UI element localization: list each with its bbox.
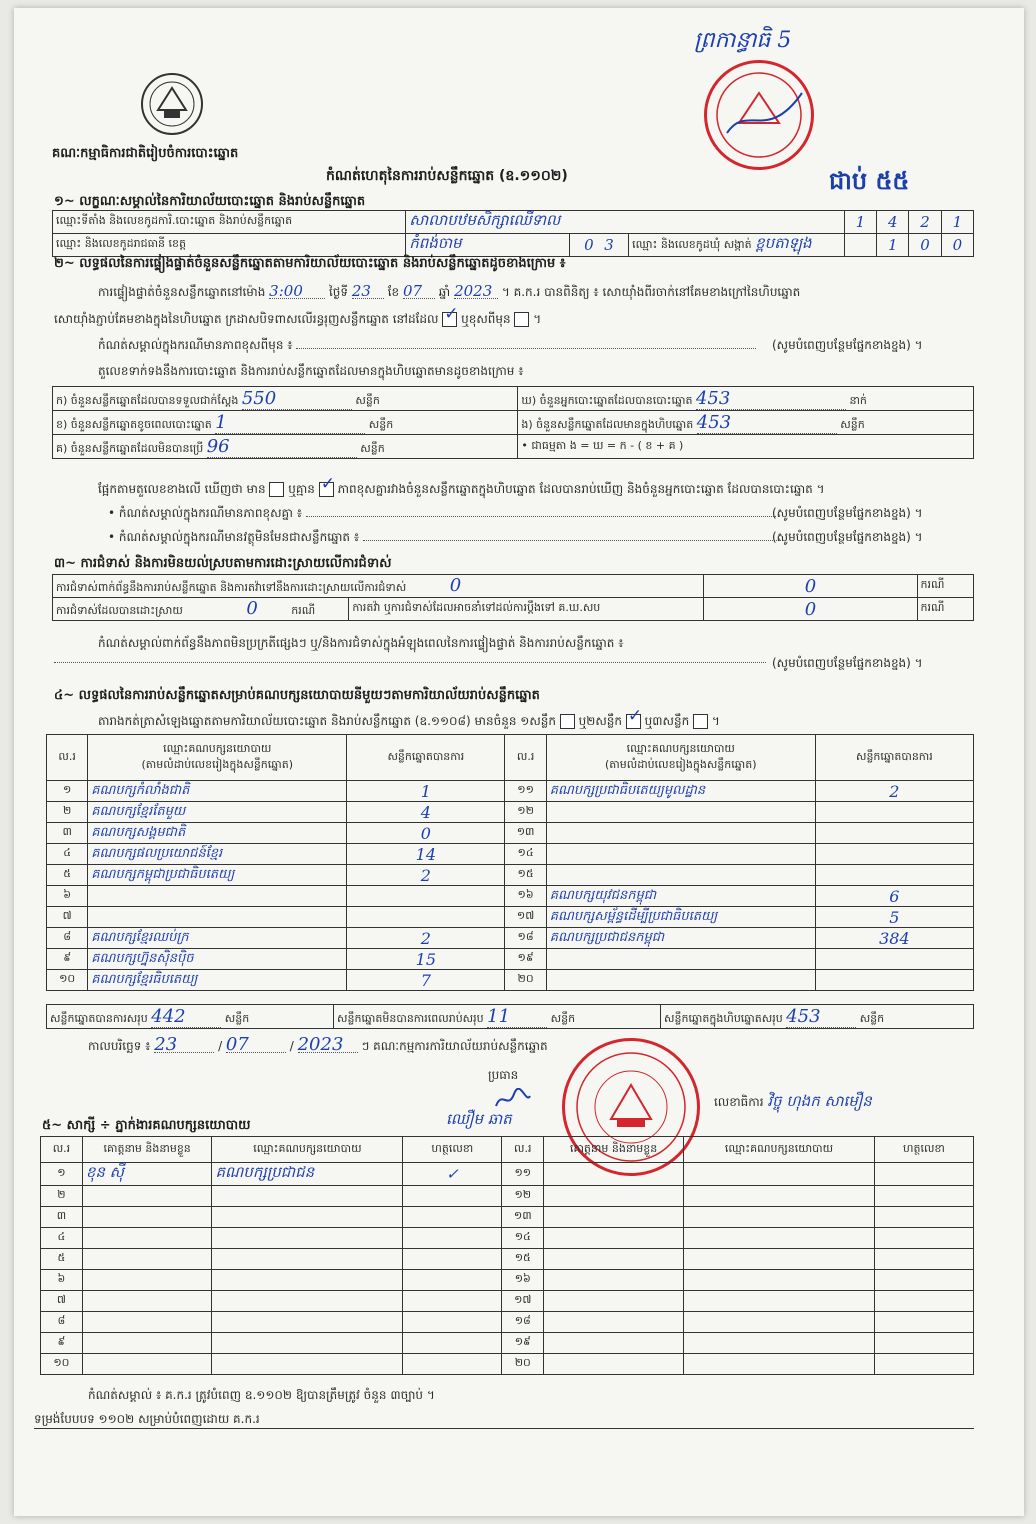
total-invalid-value: 11	[487, 1006, 547, 1028]
party-name: គណបក្សប្រជាធិបតេយ្យមូលដ្ឋាន	[546, 781, 815, 802]
unit: សន្លឹក	[368, 417, 394, 431]
party-no: ១៦	[505, 886, 546, 907]
party-votes: 2	[347, 928, 505, 949]
chair-signature	[492, 1088, 532, 1112]
party-name	[546, 865, 815, 886]
section5-heading: ៥~ សាក្សី ÷ ភ្នាក់ងារគណបក្សនយោបាយ	[42, 1118, 251, 1133]
changed-option-label: ឬខុសពីមុន	[461, 312, 511, 326]
party-votes: 384	[815, 928, 973, 949]
spoiled-label: ខ) ចំនួនសន្លឹកឆ្នោតខូចពេលបោះឆ្នោត	[56, 417, 212, 431]
vote-row	[47, 949, 974, 970]
witness-no: ៩	[41, 1333, 83, 1354]
form-title: កំណត់ហេតុនៃការរាប់សន្លឹកឆ្នោត (ឧ.១១០២)	[326, 168, 568, 184]
party-votes: 4	[347, 802, 505, 823]
witness-row	[41, 1333, 974, 1354]
resolved-label: ការជំទាស់ដែលបានដោះស្រាយ	[56, 604, 183, 617]
received-value: 550	[242, 388, 352, 410]
chair-name: ឈឿម ឆាត	[446, 1110, 512, 1128]
party-name	[546, 844, 815, 865]
witness-party	[212, 1333, 403, 1354]
party-name	[88, 886, 347, 907]
form-sheet	[14, 8, 1024, 1516]
unit: សន្លឹក	[355, 393, 380, 407]
fill-back-note: (សូមបំពេញបន្ថែមផ្នែកខាងខ្នង) ។	[772, 338, 923, 352]
fill-back-note: (សូមបំពេញបន្ថែមផ្នែកខាងខ្នង) ។	[772, 506, 923, 520]
section1-heading: ១~ លក្ខណៈសម្គាល់នៃការិយាល័យបោះឆ្នោត និងរាប់សន្លឹកឆ្នោត	[54, 194, 366, 209]
secretary-name: វិច្ចុ ហុងក សាមឿន	[767, 1092, 872, 1110]
unit: សន្លឹក	[224, 1011, 250, 1025]
party-votes: 7	[347, 970, 505, 991]
vote-row	[47, 781, 974, 802]
witness-signature	[403, 1186, 502, 1207]
total-box-label: សន្លឹកឆ្នោតក្នុងហិបឆ្នោតសរុប	[664, 1011, 783, 1025]
witness-name	[82, 1312, 212, 1333]
col-sign: ហត្ថលេខា	[874, 1137, 973, 1163]
seal-check-text: សោយ៉ាំងភ្ជាប់គែមខាងក្នុងនៃហិបឆ្នោត ក្រដាសបិទពាសលើរន្ធរុញសន្លឹកឆ្នោត នៅដដែល	[54, 312, 439, 326]
ballots-in-box-value: 453	[697, 412, 837, 434]
party-name: គណបក្សកម្ពុជាប្រជាធិបតេយ្យ	[88, 865, 347, 886]
total-valid-label: សន្លឹកឆ្នោតបានការសរុប	[50, 1011, 148, 1025]
witness-signature	[403, 1333, 502, 1354]
col-party-sub: (តាមលំដាប់លេខរៀងក្នុងសន្លឹកឆ្នោត)	[604, 757, 757, 771]
witness-party	[212, 1228, 403, 1249]
counts-table	[52, 386, 974, 459]
party-name: គណបក្សសម្ព័ន្ធដើម្បីប្រជាធិបតេយ្យ	[546, 907, 815, 928]
party-no: ១២	[505, 802, 546, 823]
witness-row	[41, 1228, 974, 1249]
vote-row	[47, 907, 974, 928]
witness-row	[41, 1163, 974, 1186]
col-no: ល.រ	[41, 1137, 83, 1163]
witness-name	[544, 1207, 684, 1228]
witness-no: ៧	[41, 1291, 83, 1312]
col-party: ឈ្មោះគណបក្សនយោបាយ	[684, 1137, 875, 1163]
witness-party	[684, 1333, 875, 1354]
unit: សន្លឹក	[859, 1011, 885, 1025]
party-name	[88, 907, 347, 928]
witness-no: ៥	[41, 1249, 83, 1270]
vote-row	[47, 844, 974, 865]
unit: សន្លឹក	[550, 1011, 576, 1025]
party-name: គណបក្សប្រជាជនកម្ពុជា	[546, 928, 815, 949]
col-party: ឈ្មោះគណបក្សនយោបាយ	[626, 741, 735, 755]
unit: ករណី	[917, 575, 974, 598]
witness-name	[82, 1333, 212, 1354]
commune-code-digit: 0	[920, 236, 930, 254]
witness-signature: ✓	[403, 1163, 502, 1186]
station-value: សាលាបឋមសិក្សាឈើទាល	[409, 211, 561, 229]
three-sheet-checkbox[interactable]	[693, 714, 708, 729]
party-votes	[815, 802, 973, 823]
date-line: កាលបរិច្ឆេទ ៖ 23 / 07 / 2023 ៗ គណៈកម្មការការិយាល័យរាប់សន្លឹកឆ្នោត	[88, 1034, 548, 1055]
col-party: ឈ្មោះគណបក្សនយោបាយ	[212, 1137, 403, 1163]
col-party: ឈ្មោះគណបក្សនយោបាយ	[163, 741, 272, 755]
witness-no: ៨	[41, 1312, 83, 1333]
difference-note-label: កំណត់សម្គាល់ក្នុងករណីមានភាពខុសពីមុន ៖	[98, 338, 293, 352]
vote-row	[47, 970, 974, 991]
party-name: គណបក្សកំលាំងជាតិ	[88, 781, 347, 802]
commune-code-digit: 0	[952, 236, 963, 254]
copy-mark: ជាប់ ៥៥	[829, 167, 910, 195]
unit: នាក់	[849, 393, 867, 407]
unused-value: 96	[207, 436, 357, 458]
party-votes: 14	[347, 844, 505, 865]
witness-row	[41, 1249, 974, 1270]
three-sheet-label: ឬ៣សន្លឹក	[644, 714, 690, 728]
party-votes	[815, 865, 973, 886]
witness-party	[684, 1249, 875, 1270]
witness-name	[544, 1291, 684, 1312]
unit: សន្លឹក	[840, 417, 865, 431]
verification-text-end: ។ គ.ក.រ បានពិនិត្យ ៖ សោយ៉ាំងពីរចាក់នៅគែមខាងក្រៅនៃហិបឆ្នោត	[501, 285, 801, 299]
vote-row	[47, 823, 974, 844]
formula-note: • ជាធម្មតា ង = ឃ = ក - ( ខ + គ )	[521, 438, 684, 452]
party-votes: 5	[815, 907, 973, 928]
witness-party	[212, 1249, 403, 1270]
same-checkbox[interactable]	[442, 312, 457, 327]
witness-no: ១៣	[502, 1207, 544, 1228]
party-no: ៥	[47, 865, 88, 886]
date-day: 23	[154, 1038, 214, 1053]
witness-party	[684, 1207, 875, 1228]
party-votes: 6	[815, 886, 973, 907]
witness-signature	[403, 1249, 502, 1270]
province-label: ឈ្មោះ និងលេខកូដរាជធានី ខេត្ត	[53, 234, 406, 257]
witness-no: ១៤	[502, 1228, 544, 1249]
fill-back-note: (សូមបំពេញបន្ថែមផ្នែកខាងខ្នង) ។	[772, 656, 923, 670]
tally-intro: តារាងកត់ត្រាសំឡេងឆ្នោតតាមការិយាល័យបោះឆ្នោត និងរាប់សន្លឹកឆ្នោត (ឧ.១១០៨) មានចំនួន ១សន្លឹក	[98, 714, 556, 728]
party-name: គណបក្សខ្មែរតែមួយ	[88, 802, 347, 823]
party-no: ៩	[47, 949, 88, 970]
witness-party	[684, 1270, 875, 1291]
witness-name	[82, 1291, 212, 1312]
received-label: ក) ចំនួនសន្លឹកឆ្នោតដែលបានទទួលជាក់ស្តែង	[56, 393, 239, 407]
witness-name: ខុន ស៊ី	[82, 1163, 212, 1186]
witness-signature	[874, 1228, 973, 1249]
col-votes: សន្លឹកឆ្នោតបានការ	[347, 735, 505, 781]
two-sheet-checkbox[interactable]	[626, 714, 641, 729]
difference-check-line	[98, 482, 825, 497]
resolved-value: 0	[246, 598, 258, 619]
unit: សន្លឹក	[360, 441, 385, 455]
station-code-digit: 2	[920, 213, 930, 231]
party-no: ១៥	[505, 865, 546, 886]
col-sign: ហត្ថលេខា	[403, 1137, 502, 1163]
party-no: ៨	[47, 928, 88, 949]
party-name: គណបក្សយុវជនកម្ពុជា	[546, 886, 815, 907]
date-label: កាលបរិច្ឆេទ ៖	[88, 1039, 151, 1053]
witness-name	[82, 1354, 212, 1375]
party-no: ១	[47, 781, 88, 802]
party-name: គណបក្សផលប្រយោជន៍ខ្មែរ	[88, 844, 347, 865]
complaints-value: 0	[449, 575, 462, 596]
station-code-digit: 4	[887, 213, 898, 231]
witness-party	[684, 1228, 875, 1249]
station-code-digit: 1	[952, 213, 963, 231]
witness-no: ៤	[41, 1228, 83, 1249]
party-no: ១៩	[505, 949, 546, 970]
witness-name	[544, 1163, 684, 1186]
witness-signature	[874, 1207, 973, 1228]
witness-no: ១០	[41, 1354, 83, 1375]
witness-signature	[403, 1354, 502, 1375]
commune-label: ឈ្មោះ និងលេខកូដឃុំ សង្កាត់	[632, 238, 752, 251]
month-label: ខែ	[387, 285, 400, 299]
province-value: កំពង់ចាម	[409, 234, 462, 252]
col-name: គោត្តនាម និងនាមខ្លួន	[82, 1137, 212, 1163]
witness-party	[684, 1354, 875, 1375]
party-no: ៤	[47, 844, 88, 865]
verification-day: 23	[352, 284, 384, 299]
bullet-difference	[108, 506, 776, 520]
appeal-label: ការតវ៉ា ឬការជំទាស់ដែលអាចនាំទៅដល់ការប្តឹងទៅ គ.ឃ.សប	[349, 598, 704, 621]
complaints-label: ការជំទាស់ពាក់ព័ន្ធនឹងការរាប់សន្លឹកឆ្នោត និងការតវ៉ាទៅនឹងការដោះស្រាយលើការជំទាស់	[56, 581, 407, 594]
witness-signature	[874, 1163, 973, 1186]
witness-signature	[403, 1291, 502, 1312]
witness-name	[82, 1249, 212, 1270]
province-code-digit: 3	[604, 236, 614, 254]
voters-label: ឃ) ចំនួនអ្នកបោះឆ្នោតដែលបានបោះឆ្នោត	[521, 393, 693, 407]
date-year: 2023	[298, 1038, 358, 1053]
witness-signature	[874, 1186, 973, 1207]
commune-code-digit: 1	[887, 236, 898, 254]
party-no: ២	[47, 802, 88, 823]
two-sheet-label: ឬ២សន្លឹក	[578, 714, 623, 728]
has-difference-checkbox[interactable]	[269, 482, 284, 497]
bullet-foreign-label: • កំណត់សម្គាល់ក្នុងករណីមានវត្ថុមិនមែនជាសន្លឹកឆ្នោត ៖	[108, 530, 360, 544]
appeal-value: 0	[804, 598, 817, 620]
party-name	[546, 802, 815, 823]
party-votes: 0	[347, 823, 505, 844]
party-name	[546, 970, 815, 991]
witness-party	[684, 1186, 875, 1207]
secretary-line	[714, 1094, 872, 1109]
has-difference-label: ផ្អែកតាមតួលេខខាងលើ ឃើញថា មាន	[98, 482, 266, 496]
witness-name	[82, 1228, 212, 1249]
witness-party	[212, 1207, 403, 1228]
witness-name	[544, 1228, 684, 1249]
witness-no: ២	[41, 1186, 83, 1207]
party-no: ១០	[47, 970, 88, 991]
vote-row	[47, 886, 974, 907]
figures-intro: តួលេខទាក់ទងនឹងការបោះឆ្នោត និងការរាប់សន្លឹកឆ្នោតដែលមានក្នុងហិបឆ្នោតមានដូចខាងក្រោម ៖	[98, 364, 524, 378]
copies-note: កំណត់សម្គាល់ ៖ គ.ក.រ ត្រូវបំពេញ ឧ.១១០២ ឱ្យបានត្រឹមត្រូវ ចំនួន ៣ច្បាប់ ។	[88, 1388, 435, 1402]
verification-year: 2023	[454, 284, 498, 299]
section4-heading: ៤~ លទ្ធផលនៃការរាប់សន្លឹកឆ្នោតសម្រាប់គណបក្សនយោបាយនីមួយៗតាមការិយាល័យរាប់សន្លឹកឆ្នោត	[54, 688, 540, 703]
party-no: ១១	[505, 781, 546, 802]
top-handwritten-note: ព្រកាន្ធាធិ 5	[694, 28, 792, 53]
party-name: គណបក្សខ្មែរឈប់ក្រ	[88, 928, 347, 949]
total-box-value: 453	[786, 1006, 856, 1028]
party-votes-table	[46, 734, 974, 991]
witness-name	[82, 1186, 212, 1207]
verification-line	[98, 284, 800, 299]
no-difference-checkbox[interactable]	[319, 482, 334, 497]
verification-time: 3:00	[269, 284, 325, 299]
difference-note-line	[98, 338, 756, 352]
section3-heading: ៣~ ការជំទាស់ និងការមិនយល់ស្របតាមការដោះស្រាយលើការជំទាស់	[54, 556, 392, 571]
party-no: ២០	[505, 970, 546, 991]
witness-party	[212, 1270, 403, 1291]
witness-row	[41, 1270, 974, 1291]
date-month: 07	[226, 1038, 286, 1053]
complaints-value-2: 0	[804, 575, 817, 597]
party-votes: 1	[347, 781, 505, 802]
vote-row	[47, 865, 974, 886]
year-label: ឆ្នាំ	[438, 285, 451, 299]
witness-name	[544, 1333, 684, 1354]
fill-back-note: (សូមបំពេញបន្ថែមផ្នែកខាងខ្នង) ។	[772, 530, 923, 544]
witness-no: ១	[41, 1163, 83, 1186]
party-name: គណបក្សហ្វ៊ុនស៊ិនប៉ិច	[88, 949, 347, 970]
totals-table	[46, 1004, 974, 1029]
no-difference-label: ឬគ្មាន	[288, 482, 315, 496]
changed-checkbox[interactable]	[514, 312, 529, 327]
witness-signature	[874, 1270, 973, 1291]
witness-signature	[874, 1312, 973, 1333]
bullet-difference-label: • កំណត់សម្គាល់ក្នុងករណីមានភាពខុសគ្នា ៖	[108, 506, 303, 520]
witness-party: គណបក្សប្រជាជន	[212, 1163, 403, 1186]
complaints-table	[52, 574, 974, 621]
col-votes: សន្លឹកឆ្នោតបានការ	[815, 735, 973, 781]
witness-name	[82, 1207, 212, 1228]
section1-table	[52, 210, 974, 257]
unit: ករណី	[917, 598, 974, 621]
station-label: ឈ្មោះទីតាំង និងលេខកូដការិ.បោះឆ្នោត និងរាប់សន្លឹកឆ្នោត	[53, 211, 406, 234]
verification-month: 07	[403, 284, 435, 299]
witness-row	[41, 1312, 974, 1333]
party-name: គណបក្សខ្មែរធិបតេយ្យ	[88, 970, 347, 991]
party-votes: 2	[347, 865, 505, 886]
vote-row	[47, 928, 974, 949]
difference-check-text: ភាពខុសគ្នារវាងចំនួនសន្លឹកឆ្នោតក្នុងហិបឆ្នោត ដែលបានរាប់ឃើញ និងចំនួនអ្នកបោះឆ្នោត ដែលបានបោះឆ្នោត ។	[337, 482, 825, 496]
witness-signature	[403, 1228, 502, 1249]
witness-signature	[874, 1354, 973, 1375]
official-stamp-top	[704, 60, 814, 170]
commune-value: ខ្ពបតាឡុង	[755, 234, 812, 252]
witness-no: ២០	[502, 1354, 544, 1375]
emblem-logo	[136, 70, 208, 138]
witness-name	[544, 1312, 684, 1333]
party-votes	[347, 907, 505, 928]
province-code-digit: 0	[584, 236, 594, 254]
witness-row	[41, 1291, 974, 1312]
witness-signature	[403, 1312, 502, 1333]
witness-row	[41, 1186, 974, 1207]
party-no: ៣	[47, 823, 88, 844]
committee-label: ៗ គណៈកម្មការការិយាល័យរាប់សន្លឹកឆ្នោត	[361, 1039, 548, 1053]
col-no: ល.រ	[502, 1137, 544, 1163]
witness-signature	[874, 1249, 973, 1270]
unit: ករណី	[291, 604, 316, 617]
one-sheet-checkbox[interactable]	[560, 714, 575, 729]
secretary-label: លេខាធិការ	[714, 1095, 764, 1109]
party-no: ៦	[47, 886, 88, 907]
witness-row	[41, 1207, 974, 1228]
witness-row	[41, 1354, 974, 1375]
witness-name	[544, 1270, 684, 1291]
witness-signature	[403, 1207, 502, 1228]
witness-no: ៦	[41, 1270, 83, 1291]
day-label: ថ្ងៃទី	[329, 285, 349, 299]
tally-sheet-count-line: តារាងកត់ត្រាសំឡេងឆ្នោតតាមការិយាល័យបោះឆ្នោត និងរាប់សន្លឹកឆ្នោត (ឧ.១១០៨) មានចំនួន ១សន្លឹក ឬ២សន្លឹក ✓ ឬ៣សន្លឹក ។	[98, 714, 720, 729]
party-no: ១៣	[505, 823, 546, 844]
witness-party	[684, 1163, 875, 1186]
party-no: ១៧	[505, 907, 546, 928]
witness-party	[212, 1186, 403, 1207]
party-no: ៧	[47, 907, 88, 928]
witness-signature	[874, 1333, 973, 1354]
committee-name: គណៈកម្មាធិការជាតិរៀបចំការបោះឆ្នោត	[52, 146, 239, 161]
witness-party	[684, 1291, 875, 1312]
bullet-foreign	[108, 530, 783, 544]
col-no: ល.រ	[47, 735, 88, 781]
witness-signature	[403, 1270, 502, 1291]
witness-name	[544, 1186, 684, 1207]
witness-name	[544, 1249, 684, 1270]
witness-no: ១៩	[502, 1333, 544, 1354]
party-votes: 15	[347, 949, 505, 970]
witness-name	[544, 1354, 684, 1375]
party-votes	[815, 823, 973, 844]
verification-text: ការផ្ទៀងផ្ទាត់ចំនួនសន្លឹកឆ្នោតនៅម៉ោង	[98, 285, 266, 299]
witness-party	[684, 1312, 875, 1333]
witness-no: ១៨	[502, 1312, 544, 1333]
ballots-in-box-label: ង) ចំនួនសន្លឹកឆ្នោតដែលមានក្នុងហិបឆ្នោត	[521, 417, 694, 431]
col-party-sub: (តាមលំដាប់លេខរៀងក្នុងសន្លឹកឆ្នោត)	[141, 757, 294, 771]
witness-signature	[874, 1291, 973, 1312]
party-votes	[815, 949, 973, 970]
party-name	[546, 823, 815, 844]
party-votes	[347, 886, 505, 907]
spoiled-value: 1	[215, 412, 365, 434]
party-votes	[815, 970, 973, 991]
seal-check-line: សោយ៉ាំងភ្ជាប់គែមខាងក្នុងនៃហិបឆ្នោត ក្រដាសបិទពាសលើរន្ធរុញសន្លឹកឆ្នោត នៅដដែល ✓ ឬខុសពីមុន ។	[54, 312, 541, 327]
witness-no: ១៥	[502, 1249, 544, 1270]
party-votes: 2	[815, 781, 973, 802]
total-invalid-label: សន្លឹកឆ្នោតមិនបានការពេលរាប់សរុប	[337, 1011, 484, 1025]
witness-party	[212, 1312, 403, 1333]
witness-name	[82, 1270, 212, 1291]
col-no: ល.រ	[505, 735, 546, 781]
witness-party	[212, 1354, 403, 1375]
witness-no: ១៧	[502, 1291, 544, 1312]
party-name: គណបក្សសង្គមជាតិ	[88, 823, 347, 844]
form-footer: ទម្រង់បែបបទ ១១០២ សម្រាប់បំពេញដោយ គ.ក.រ	[34, 1412, 260, 1426]
vote-row	[47, 802, 974, 823]
witness-party	[212, 1291, 403, 1312]
chair-label: ប្រធាន	[488, 1068, 519, 1082]
witness-no: ១១	[502, 1163, 544, 1186]
section2-heading: ២~ លទ្ធផលនៃការផ្ទៀងផ្ទាត់ចំនួនសន្លឹកឆ្នោតតាមការិយាល័យបោះឆ្នោត និងរាប់សន្លឹកឆ្នោតដូចខាងក្រោម ៖	[54, 256, 566, 271]
party-no: ១៤	[505, 844, 546, 865]
witness-no: ១៦	[502, 1270, 544, 1291]
voters-value: 453	[696, 388, 846, 410]
unused-label: គ) ចំនួនសន្លឹកឆ្នោតដែលមិនបានប្រើ	[56, 441, 204, 455]
party-name	[546, 949, 815, 970]
col-name: គោត្តនាម និងនាមខ្លួន	[544, 1137, 684, 1163]
witness-no: ៣	[41, 1207, 83, 1228]
total-valid-value: 442	[151, 1006, 221, 1028]
irregularity-note: កំណត់សម្គាល់ពាក់ព័ន្ធនឹងភាពមិនប្រក្រតីផ្សេងៗ ឬ/និងការជំទាស់ក្នុងអំឡុងពេលនៃការផ្ទៀងផ្ទាត់ និងការរាប់សន្លឹកឆ្នោត ៖	[98, 636, 624, 650]
party-votes	[815, 844, 973, 865]
witness-no: ១២	[502, 1186, 544, 1207]
witness-table	[40, 1136, 974, 1375]
party-no: ១៨	[505, 928, 546, 949]
station-code-digit: 1	[855, 213, 866, 231]
